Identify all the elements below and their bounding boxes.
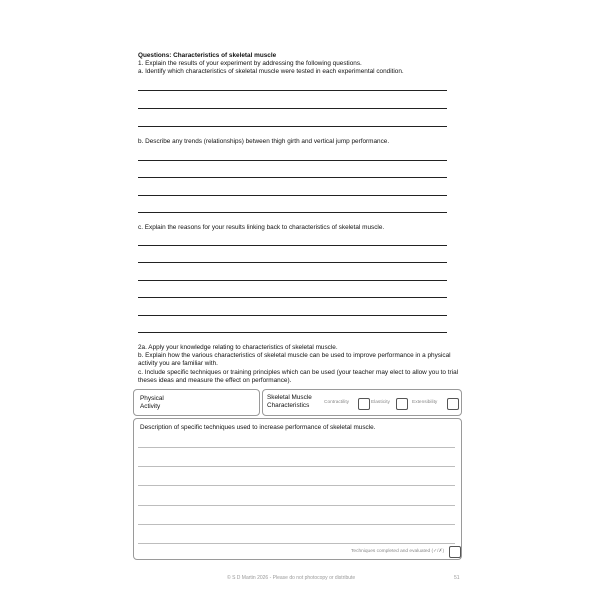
completed-checkbox[interactable]	[449, 546, 461, 558]
question-1c: c. Explain the reasons for your results linking back to characteristics of skeletal muscle.	[138, 224, 385, 231]
answer-line[interactable]	[138, 195, 447, 196]
answer-line[interactable]	[138, 177, 447, 178]
answer-line[interactable]	[138, 90, 447, 91]
extensibility-checkbox[interactable]	[447, 398, 459, 410]
physical-activity-box[interactable]	[133, 389, 260, 416]
description-label: Description of specific techniques used to increase performance of skeletal muscle.	[140, 424, 376, 431]
description-line[interactable]	[138, 447, 455, 448]
physical-activity-label: Physical Activity	[140, 395, 164, 411]
completed-label: Techniques completed and evaluated (✓/✗)	[351, 549, 445, 554]
question-2a: 2a. Apply your knowledge relating to characteristics of skeletal muscle.	[138, 344, 338, 351]
description-line[interactable]	[138, 485, 455, 486]
elasticity-checkbox[interactable]	[396, 398, 408, 410]
answer-line[interactable]	[138, 332, 447, 333]
description-line[interactable]	[138, 543, 455, 544]
question-1-intro: 1. Explain the results of your experiment by addressing the following questions.	[138, 60, 362, 67]
answer-line[interactable]	[138, 315, 447, 316]
description-line[interactable]	[138, 466, 455, 467]
page-number: 51	[454, 575, 460, 581]
description-line[interactable]	[138, 505, 455, 506]
skeletal-characteristics-box	[262, 389, 462, 416]
answer-line[interactable]	[138, 262, 447, 263]
option-extensibility-label: Extensibility	[412, 400, 438, 405]
description-line[interactable]	[138, 524, 455, 525]
answer-line[interactable]	[138, 212, 447, 213]
question-1b: b. Describe any trends (relationships) between thigh girth and vertical jump performance.	[138, 138, 390, 145]
contractility-checkbox[interactable]	[358, 398, 370, 410]
answer-line[interactable]	[138, 280, 447, 281]
section-heading: Questions: Characteristics of skeletal muscle	[138, 52, 277, 59]
option-contractility-label: Contractility	[324, 400, 350, 405]
question-2c: c. Include specific techniques or training principles which can be used (your teacher may elect to allow you to trial theses ideas and measure the effect on performance).	[138, 369, 459, 385]
question-1a: a. Identify which characteristics of skeletal muscle were tested in each experimental condition.	[138, 68, 404, 75]
answer-line[interactable]	[138, 245, 447, 246]
answer-line[interactable]	[138, 160, 447, 161]
copyright-notice: © S D Martin 2026 - Please do not photocopy or distribute	[227, 575, 356, 581]
answer-line[interactable]	[138, 297, 447, 298]
question-2b: b. Explain how the various characteristics of skeletal muscle can be used to improve performance in a physical activity you are familiar with.	[138, 352, 451, 368]
option-elasticity-label: Elasticity	[371, 400, 390, 405]
answer-line[interactable]	[138, 126, 447, 127]
skeletal-characteristics-label: Skeletal Muscle Characteristics	[267, 394, 312, 410]
answer-line[interactable]	[138, 108, 447, 109]
description-box	[133, 418, 462, 560]
